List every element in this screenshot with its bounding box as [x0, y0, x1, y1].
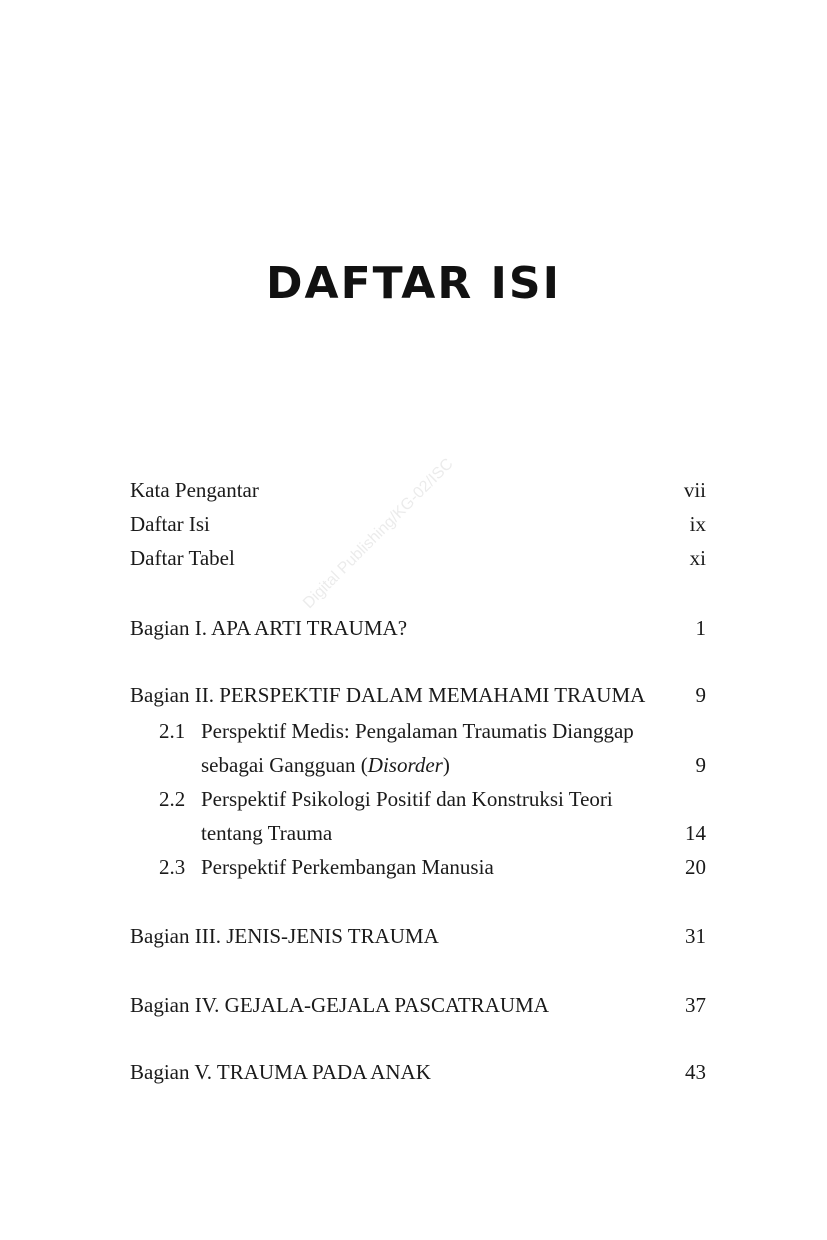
- toc-entry-label: Bagian I. APA ARTI TRAUMA?: [130, 616, 408, 640]
- toc-entry-page: 31: [685, 924, 706, 948]
- toc-entry-page: 9: [695, 683, 706, 707]
- toc-entry-page: 1: [695, 616, 706, 640]
- watermark: Digital Publishing/KG-02/ISC: [300, 455, 457, 613]
- toc-entry-page: 14: [685, 821, 706, 845]
- toc-subentry-label: Perspektif Medis: Pengalaman Traumatis Dianggap: [201, 719, 634, 743]
- toc-subentry-2-1[interactable]: [130, 716, 706, 746]
- toc-subentry-text: sebagai Gangguan (: [201, 753, 368, 777]
- toc-entry-bagian-3[interactable]: [130, 921, 706, 951]
- toc-entry-page: 20: [685, 855, 706, 879]
- toc-entry-label: Bagian IV. GEJALA-GEJALA PASCATRAUMA: [130, 993, 549, 1017]
- toc-subentry-number: 2.1: [159, 719, 186, 743]
- toc-entry-label: Daftar Isi: [130, 512, 210, 536]
- toc-entry-daftar-isi[interactable]: [130, 509, 706, 539]
- toc-entry-bagian-1[interactable]: [130, 613, 706, 643]
- toc-subentry-number: 2.3: [159, 855, 186, 879]
- toc-entry-page: vii: [683, 478, 706, 502]
- toc-entry-label: Bagian II. PERSPEKTIF DALAM MEMAHAMI TRAUMA: [130, 683, 646, 707]
- toc-entry-label: Kata Pengantar: [130, 478, 259, 502]
- toc-subentry-label-continued: [201, 750, 450, 780]
- toc-subentry-label-continued: tentang Trauma: [201, 821, 333, 845]
- toc-subentry-italic-text: Disorder: [367, 753, 443, 777]
- toc-subentry-label: Perspektif Perkembangan Manusia: [201, 855, 494, 879]
- toc-entry-page: 9: [695, 753, 706, 777]
- toc-entry-page: 43: [685, 1060, 706, 1084]
- toc-subentry-2-3[interactable]: [130, 852, 706, 882]
- toc-subentry-text: ): [442, 753, 450, 777]
- toc-entry-bagian-5[interactable]: [130, 1057, 706, 1087]
- toc-entry-label: Daftar Tabel: [130, 546, 235, 570]
- page-title: DAFTAR ISI: [266, 258, 561, 309]
- toc-subentry-label: Perspektif Psikologi Positif dan Konstruksi Teori: [201, 787, 613, 811]
- toc-entry-label: Bagian III. JENIS-JENIS TRAUMA: [130, 924, 439, 948]
- toc-entry-page: ix: [689, 512, 706, 536]
- toc-subentry-2-2[interactable]: [130, 784, 706, 814]
- toc-subentry-2-1-continued[interactable]: [130, 750, 706, 780]
- toc-entry-page: xi: [689, 546, 706, 570]
- toc-entry-bagian-4[interactable]: [130, 990, 706, 1020]
- toc-entry-page: 37: [685, 993, 706, 1017]
- toc-subentry-2-2-continued[interactable]: [130, 818, 706, 848]
- toc-entry-daftar-tabel[interactable]: [130, 543, 706, 573]
- toc-subentry-number: 2.2: [159, 787, 186, 811]
- toc-entry-bagian-2[interactable]: [130, 680, 706, 710]
- toc-entry-label: Bagian V. TRAUMA PADA ANAK: [130, 1060, 431, 1084]
- toc-entry-kata-pengantar[interactable]: [130, 475, 706, 505]
